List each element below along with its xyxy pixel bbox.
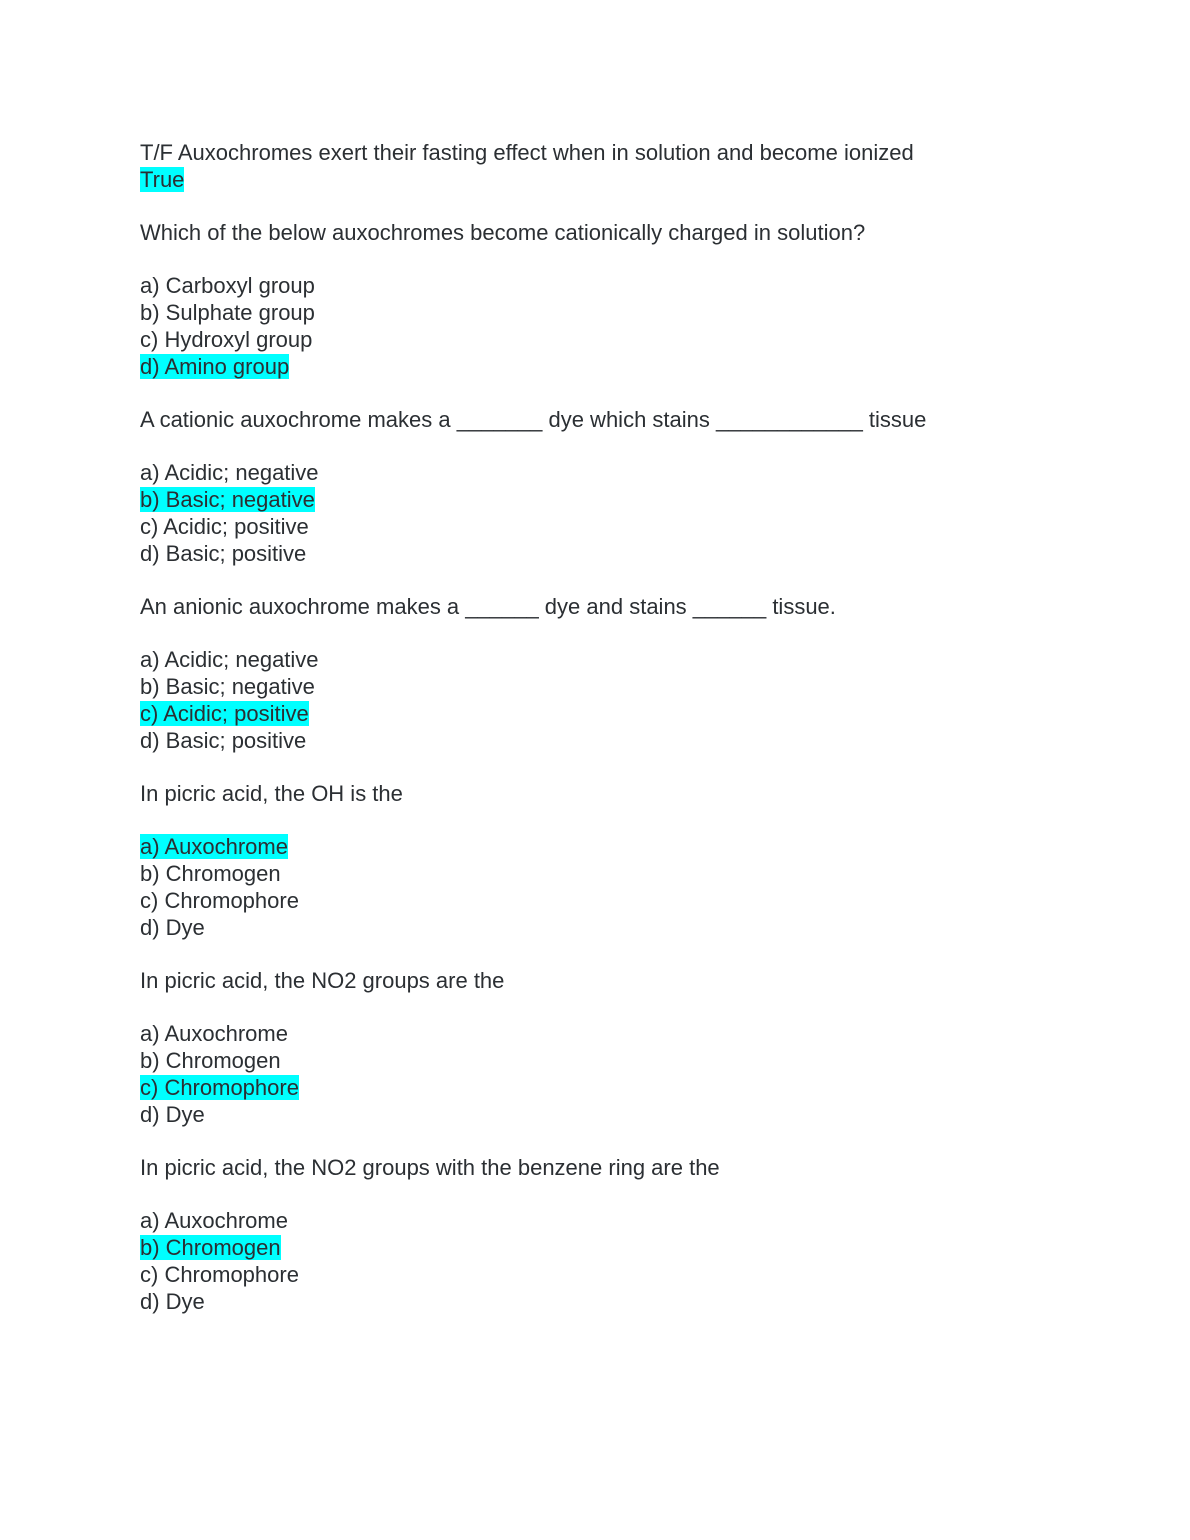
question-5-option-c: c) Chromophore <box>140 888 299 913</box>
question-2-option-c: c) Hydroxyl group <box>140 327 313 352</box>
question-5-option-d: d) Dye <box>140 915 205 940</box>
highlighted-answer: b) Chromogen <box>140 1235 281 1260</box>
question-1-prompt: T/F Auxochromes exert their fasting effect when in solution and become ionized <box>140 140 914 165</box>
question-3-option-a: a) Acidic; negative <box>140 460 319 485</box>
question-4-option-c <box>140 700 1050 727</box>
highlighted-answer: True <box>140 167 185 192</box>
highlighted-answer: a) Auxochrome <box>140 834 288 859</box>
question-2-prompt: Which of the below auxochromes become cationically charged in solution? <box>140 220 866 245</box>
question-5-option-a <box>140 833 1050 860</box>
question-1-answer <box>140 166 1050 193</box>
question-7-option-b <box>140 1234 1050 1261</box>
question-7-option-a: a) Auxochrome <box>140 1208 288 1233</box>
highlighted-answer: d) Amino group <box>140 354 290 379</box>
question-3-prompt: A cationic auxochrome makes a _______ dye which stains ____________ tissue <box>140 407 927 432</box>
question-6-option-a: a) Auxochrome <box>140 1021 288 1046</box>
question-5-option-b: b) Chromogen <box>140 861 281 886</box>
question-3-option-b <box>140 486 1050 513</box>
question-7-option-d: d) Dye <box>140 1289 205 1314</box>
highlighted-answer: b) Basic; negative <box>140 487 315 512</box>
question-3-option-c: c) Acidic; positive <box>140 514 309 539</box>
question-4-option-b: b) Basic; negative <box>140 674 315 699</box>
question-6-option-b: b) Chromogen <box>140 1048 281 1073</box>
question-7-option-c: c) Chromophore <box>140 1262 299 1287</box>
question-5-prompt: In picric acid, the OH is the <box>140 781 403 806</box>
question-2-option-d <box>140 353 1050 380</box>
document-page <box>140 139 1050 1315</box>
question-4-prompt: An anionic auxochrome makes a ______ dye and stains ______ tissue. <box>140 594 836 619</box>
question-2-option-b: b) Sulphate group <box>140 300 315 325</box>
question-7-prompt: In picric acid, the NO2 groups with the benzene ring are the <box>140 1155 720 1180</box>
question-4-option-a: a) Acidic; negative <box>140 647 319 672</box>
highlighted-answer: c) Acidic; positive <box>140 701 309 726</box>
question-4-option-d: d) Basic; positive <box>140 728 307 753</box>
question-6-prompt: In picric acid, the NO2 groups are the <box>140 968 505 993</box>
question-3-option-d: d) Basic; positive <box>140 541 307 566</box>
highlighted-answer: c) Chromophore <box>140 1075 299 1100</box>
question-2-option-a: a) Carboxyl group <box>140 273 315 298</box>
question-6-option-d: d) Dye <box>140 1102 205 1127</box>
question-6-option-c <box>140 1074 1050 1101</box>
